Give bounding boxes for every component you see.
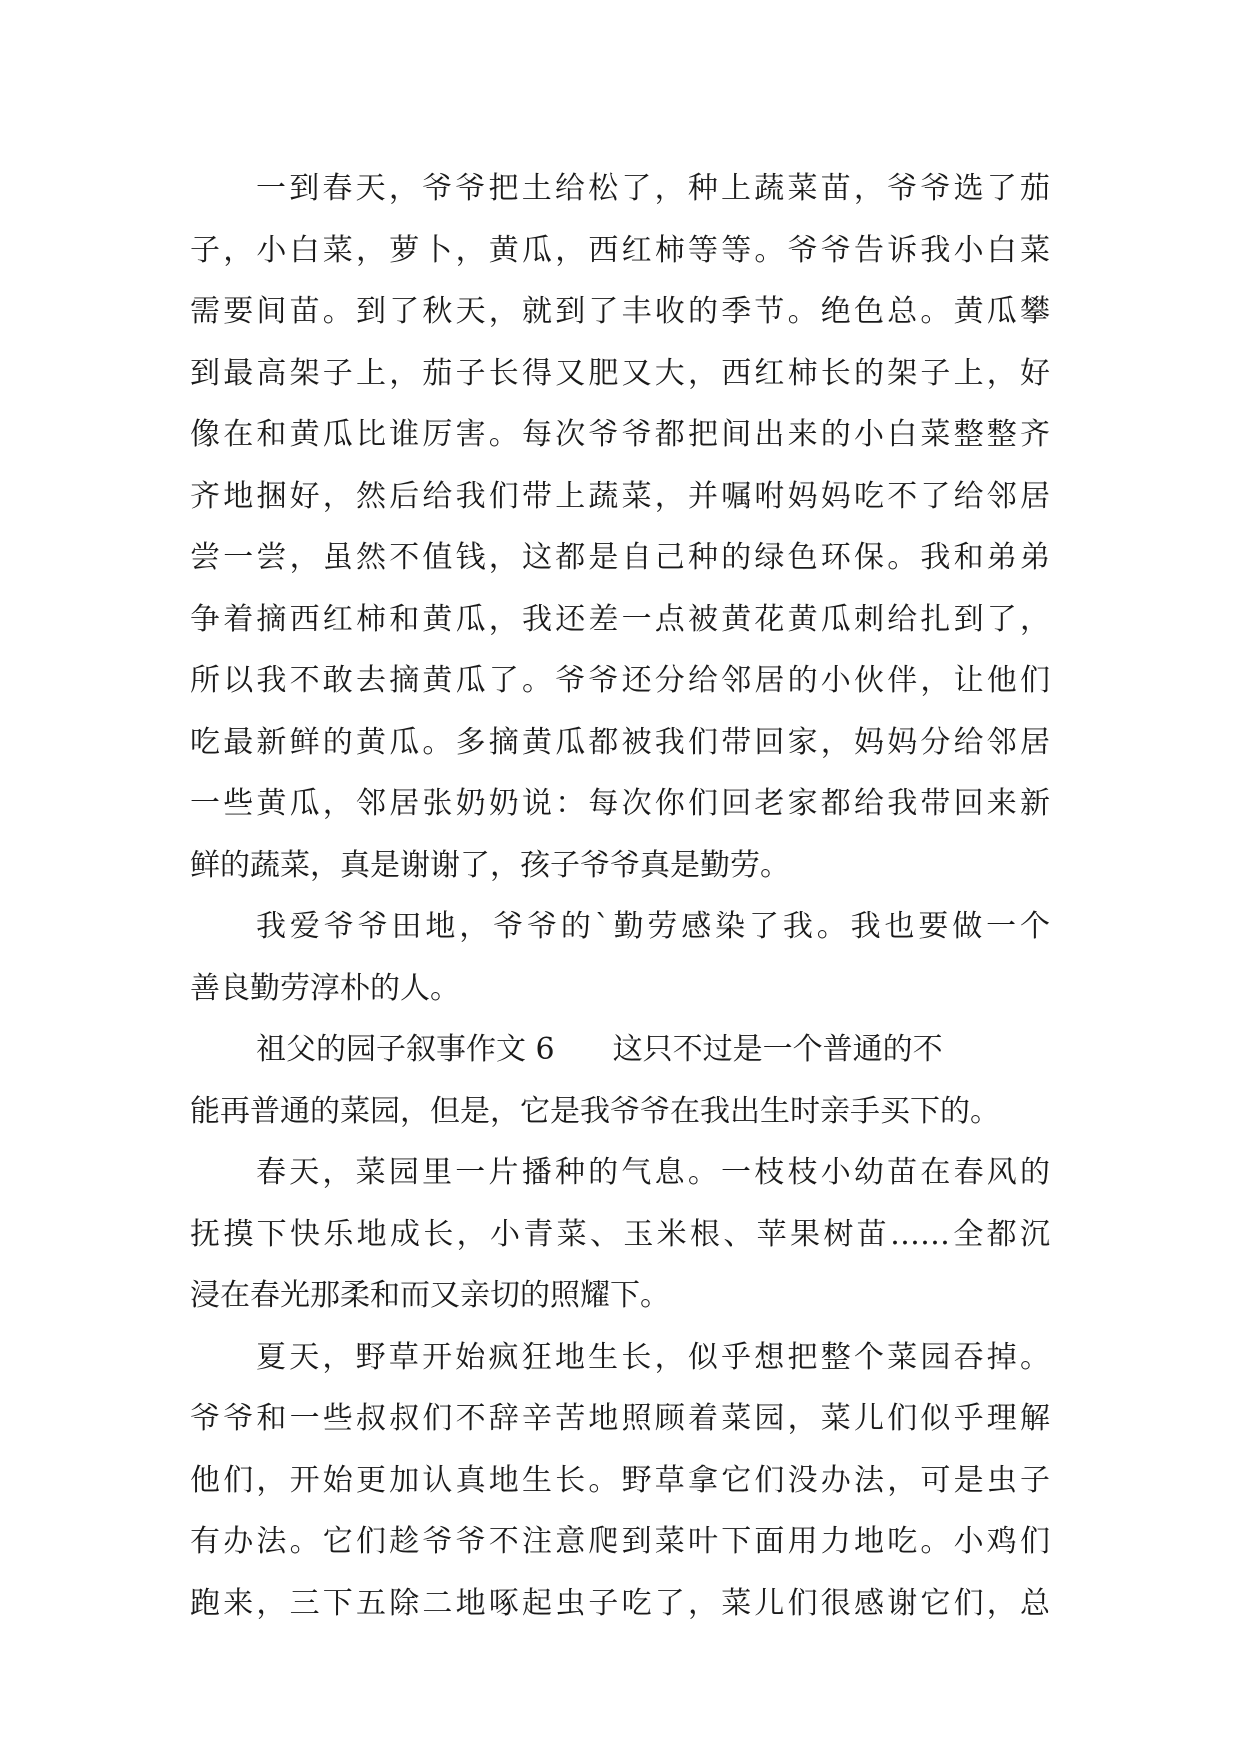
text-line: 夏天，野草开始疯狂地生长，似乎想把整个菜园吞掉。 bbox=[256, 1339, 1050, 1375]
text-line: 浸在春光那柔和而又亲切的照耀下。 bbox=[190, 1278, 670, 1313]
text-line: 有办法。它们趁爷爷不注意爬到菜叶下面用力地吃。小鸡们 bbox=[190, 1524, 1050, 1559]
section-heading: 祖父的园子叙事作文 6 bbox=[256, 1032, 555, 1067]
text-line: 到最高架子上，茄子长得又肥又大，西红柿长的架子上，好 bbox=[190, 355, 1050, 391]
text-line: 抚摸下快乐地成长，小青菜、玉米根、苹果树苗……全都沉 bbox=[190, 1216, 1050, 1252]
paragraph bbox=[190, 896, 1050, 1019]
text-line: 子，小白菜，萝卜，黄瓜，西红柿等等。爷爷告诉我小白菜 bbox=[190, 232, 1050, 268]
text-line: 所以我不敢去摘黄瓜了。爷爷还分给邻居的小伙伴，让他们 bbox=[190, 663, 1050, 698]
text-line: 像在和黄瓜比谁厉害。每次爷爷都把间出来的小白菜整整齐 bbox=[190, 417, 1050, 452]
text-line: 吃最新鲜的黄瓜。多摘黄瓜都被我们带回家，妈妈分给邻居 bbox=[190, 724, 1050, 760]
text-line: 一些黄瓜，邻居张奶奶说：每次你们回老家都给我带回来新 bbox=[190, 786, 1050, 821]
paragraph bbox=[190, 1019, 1050, 1142]
paragraph bbox=[190, 1142, 1050, 1327]
text-line: 他们，开始更加认真地生长。野草拿它们没办法，可是虫子 bbox=[190, 1462, 1050, 1498]
text-line: 爷爷和一些叔叔们不辞辛苦地照顾着菜园，菜儿们似乎理解 bbox=[190, 1401, 1050, 1436]
paragraph bbox=[190, 158, 1050, 896]
text-line: 鲜的蔬菜，真是谢谢了，孩子爷爷真是勤劳。 bbox=[190, 847, 790, 883]
text-line: 齐地捆好，然后给我们带上蔬菜，并嘱咐妈妈吃不了给邻居 bbox=[190, 478, 1050, 514]
text-line: 尝一尝，虽然不值钱，这都是自己种的绿色环保。我和弟弟 bbox=[190, 540, 1050, 575]
heading-line-text: 这只不过是一个普通的不 bbox=[612, 1032, 943, 1067]
text-line bbox=[190, 1019, 1050, 1081]
text-line: 争着摘西红柿和黄瓜，我还差一点被黄花黄瓜刺给扎到了， bbox=[190, 601, 1050, 637]
text-line: 善良勤劳淳朴的人。 bbox=[190, 970, 460, 1006]
text-line: 跑来，三下五除二地啄起虫子吃了，菜儿们很感谢它们，总 bbox=[190, 1585, 1050, 1621]
text-line: 能再普通的菜园，但是，它是我爷爷在我出生时亲手买下的。 bbox=[190, 1093, 1000, 1129]
text-line: 我爱爷爷田地，爷爷的`勤劳感染了我。我也要做一个 bbox=[256, 909, 1050, 944]
document-body bbox=[190, 158, 1050, 1634]
paragraph bbox=[190, 1327, 1050, 1635]
text-line: 一到春天，爷爷把土给松了，种上蔬菜苗，爷爷选了茄 bbox=[256, 171, 1050, 206]
text-line: 需要间苗。到了秋天，就到了丰收的季节。绝色总。黄瓜攀 bbox=[190, 294, 1050, 329]
text-line: 春天，菜园里一片播种的气息。一枝枝小幼苗在春风的 bbox=[256, 1155, 1050, 1190]
